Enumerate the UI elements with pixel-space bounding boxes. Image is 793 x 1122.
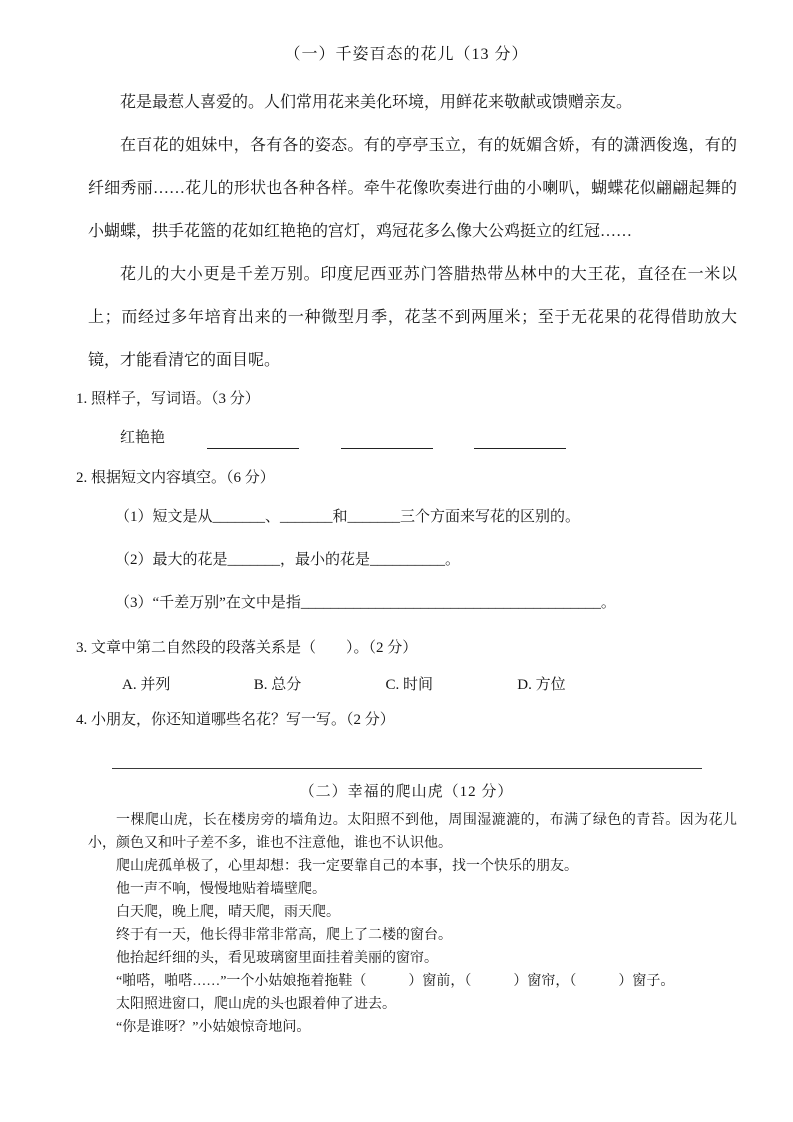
question-2-item-1: （1）短文是从_______、_______和_______三个方面来写花的区别的。 [115, 509, 581, 525]
section1-paragraph-3: 花儿的大小更是千差万别。印度尼西亚苏门答腊热带丛林中的大王花，直径在一米以上；而经过多年培育出来的一种微型月季，花茎不到两厘米；至于无花果的花得借助放大镜，才能看清它的面目呢。 [88, 266, 737, 369]
question-3-option-c: C. 时间 [385, 677, 434, 693]
section2-paragraph-6: 他抬起纤细的头，看见玻璃窗里面挂着美丽的窗帘。 [116, 951, 438, 966]
question-2-item-3: （3）“千差万别”在文中是指________________________________________。 [115, 595, 616, 611]
section2-paragraph-7: “啪嗒，啪嗒……”一个小姑娘拖着拖鞋（ ）窗前，（ ）窗帘，（ ）窗子。 [116, 974, 675, 989]
section1-paragraph-2: 在百花的姐妹中，各有各的姿态。有的亭亭玉立，有的妩媚含娇，有的潇洒俊逸，有的纤细秀丽……花儿的形状也各种各样。牵牛花像吹奏进行曲的小喇叭，蝴蝶花似翩翩起舞的小蝴蝶，拱手花篮的花如红艳艳的宫灯，鸡冠花多么像大公鸡挺立的红冠…… [88, 137, 737, 240]
question-1-example-row [120, 427, 737, 450]
section1-paragraph-1: 花是最惹人喜爱的。人们常用花来美化环境，用鲜花来敬献或馈赠亲友。 [120, 94, 633, 111]
question-1-answer-blank-2[interactable] [341, 430, 433, 449]
section2-paragraph-9: “你是谁呀？”小姑娘惊奇地问。 [116, 1020, 311, 1035]
question-3-label: 3. 文章中第二自然段的段落关系是（ ）。（2 分） [76, 640, 418, 656]
section2-paragraph-8: 太阳照进窗口，爬山虎的头也跟着伸了进去。 [116, 997, 396, 1012]
question-3-option-b: B. 总分 [253, 677, 302, 693]
question-3-options [122, 674, 737, 696]
question-2-item-2: （2）最大的花是_______，最小的花是__________。 [115, 552, 461, 568]
question-2-label: 2. 根据短文内容填空。（6 分） [76, 470, 275, 486]
question-1-answer-blank-1[interactable] [207, 430, 299, 449]
section2-paragraph-5: 终于有一天，他长得非常非常高，爬上了二楼的窗台。 [116, 928, 452, 943]
section2-paragraph-4: 白天爬，晚上爬，晴天爬，雨天爬。 [116, 905, 340, 920]
question-1-answer-blank-3[interactable] [474, 430, 566, 449]
question-3-option-a: A. 并列 [122, 677, 171, 693]
question-3-option-d: D. 方位 [517, 677, 566, 693]
section2-paragraph-3: 他一声不响，慢慢地贴着墙壁爬。 [116, 882, 326, 897]
section1-title: （一）千姿百态的花儿（13 分） [284, 46, 529, 63]
section2-paragraph-1: 一棵爬山虎，长在楼房旁的墙角边。太阳照不到他，周围湿漉漉的，布满了绿色的青苔。因为花儿小，颜色又和叶子差不多，谁也不注意他，谁也不认识他。 [88, 813, 737, 851]
question-1-example-word: 红艳艳 [120, 430, 166, 446]
section2-title: （二）幸福的爬山虎（12 分） [299, 784, 514, 800]
section-divider [112, 768, 702, 769]
question-1-label: 1. 照样子，写词语。（3 分） [76, 391, 260, 407]
question-4-label: 4. 小朋友，你还知道哪些名花？写一写。（2 分） [76, 712, 395, 728]
section2-paragraph-2: 爬山虎孤单极了，心里却想：我一定要靠自己的本事，找一个快乐的朋友。 [116, 859, 578, 874]
